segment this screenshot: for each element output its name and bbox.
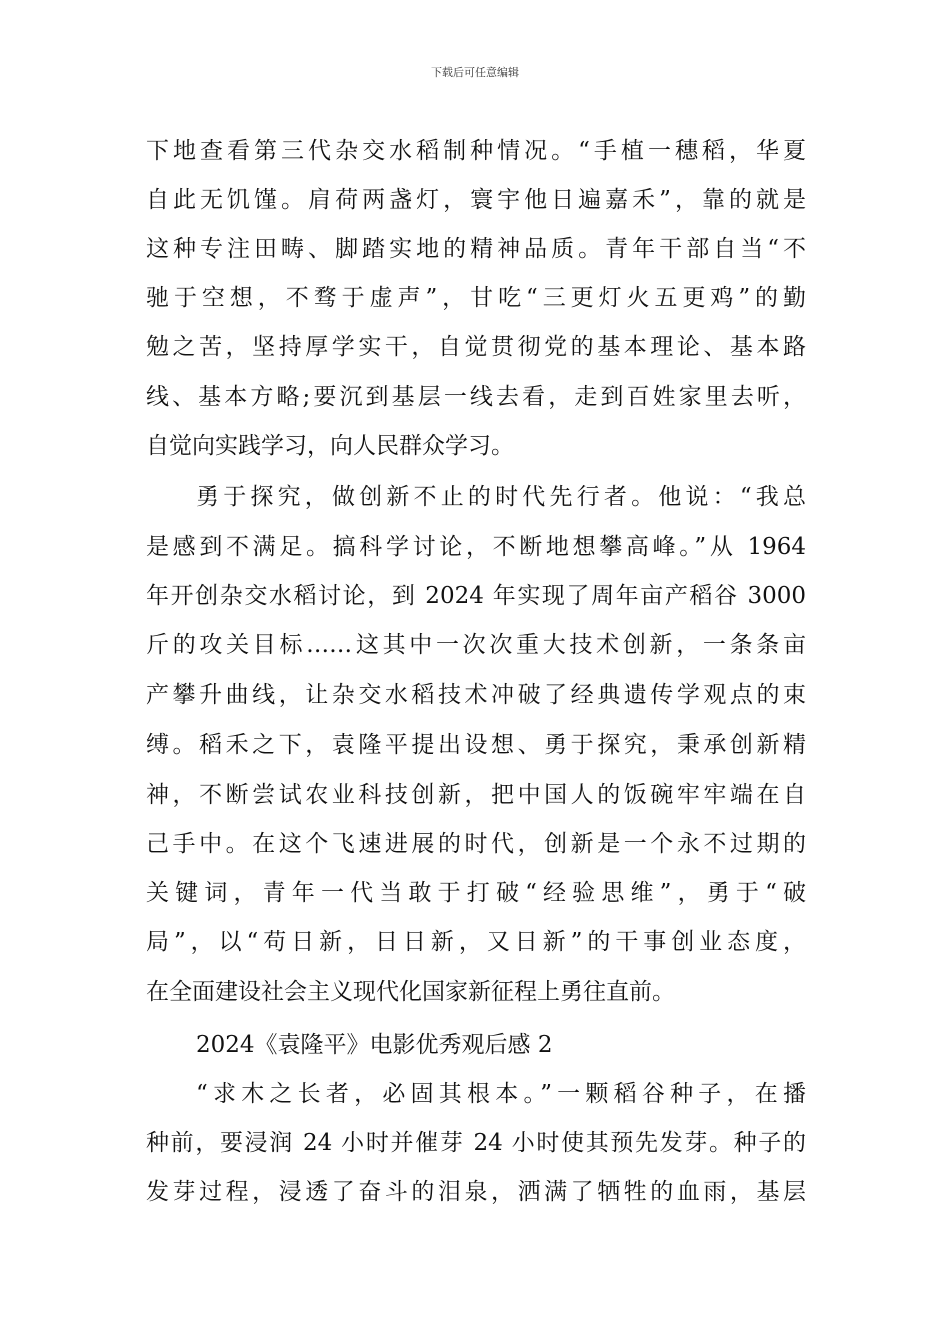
text-line: 这种专注田畴、脚踏实地的精神品质。青年干部自当“不 [146,236,806,262]
text-line: 自此无饥馑。肩荷两盏灯，寰宇他日遍嘉禾”，靠的就是 [146,187,806,213]
page-header: 下载后可任意编辑 [431,66,519,79]
text-line: 在全面建设社会主义现代化国家新征程上勇往直前。 [146,979,675,1005]
text-line: 种前，要浸润 24 小时并催芽 24 小时使其预先发芽。种子的 [146,1130,806,1156]
text-line: 是感到不满足。搞科学讨论，不断地想攀高峰。”从 1964 [146,534,806,560]
text-line: 缚。稻禾之下，袁隆平提出设想、勇于探究，秉承创新精 [146,732,806,758]
text-line: 己手中。在这个飞速进展的时代，创新是一个永不过期的 [146,831,806,857]
text-line: 神，不断尝试农业科技创新，把中国人的饭碗牢牢端在自 [146,782,806,808]
text-line: 自觉向实践学习，向人民群众学习。 [146,433,514,459]
paragraph-start-line: “求木之长者，必固其根本。”一颗稻谷种子，在播 [196,1081,806,1107]
text-line: 年开创杂交水稻讨论，到 2024 年实现了周年亩产稻谷 3000 [146,583,806,609]
text-line: 下地查看第三代杂交水稻制种情况。“手植一穗稻，华夏 [146,138,806,164]
section-heading: 2024《袁隆平》电影优秀观后感 2 [196,1032,553,1058]
paragraph-start-line: 勇于探究，做创新不止的时代先行者。他说：“我总 [196,484,806,510]
text-line: 斤的攻关目标……这其中一次次重大技术创新，一条条亩 [146,632,806,658]
text-line: 驰于空想，不骛于虚声”，甘吃“三更灯火五更鸡”的勤 [146,285,806,311]
text-line: 发芽过程，浸透了奋斗的泪泉，洒满了牺牲的血雨，基层 [146,1179,806,1205]
text-line: 关键词，青年一代当敢于打破“经验思维”，勇于“破 [146,880,806,906]
text-line: 产攀升曲线，让杂交水稻技术冲破了经典遗传学观点的束 [146,682,806,708]
text-line: 局”，以“苟日新，日日新，又日新”的干事创业态度， [146,929,806,955]
text-line: 勉之苦，坚持厚学实干，自觉贯彻党的基本理论、基本路 [146,334,806,360]
text-line: 线、基本方略;要沉到基层一线去看，走到百姓家里去听， [146,384,806,410]
